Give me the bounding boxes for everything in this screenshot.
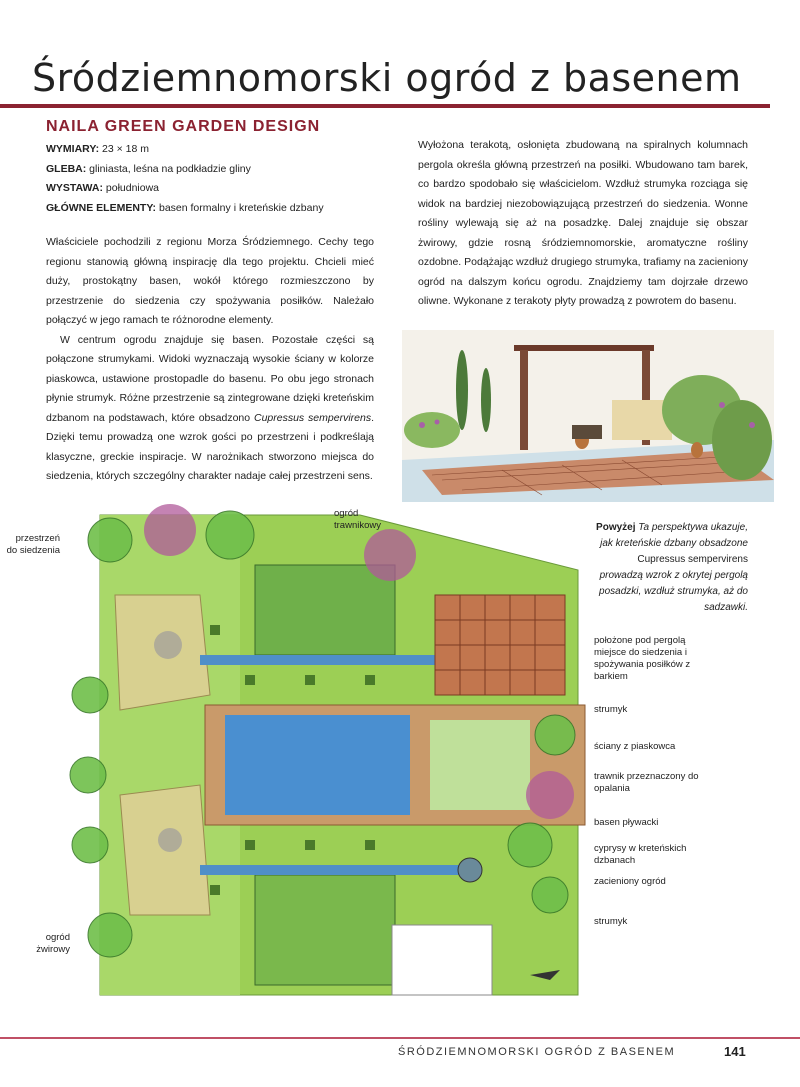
label-seating: przestrzeń do siedzenia (6, 533, 60, 556)
label-stream: strumyk (594, 704, 628, 715)
label-sunbathing-lawn: trawnik przeznaczony do opalania (594, 771, 699, 794)
label-pergola: położone pod pergolą miejsce do siedzenia i spożywania posiłków z barkiem (594, 635, 691, 682)
label-swimming-pool: basen pływacki (594, 817, 659, 828)
label-lawn-garden: ogród trawnikowy (334, 508, 381, 531)
label-cypress-pots: cyprysy w kreteńskich dzbanach (594, 843, 687, 866)
garden-facts (46, 140, 324, 218)
fact-dimensions: WYMIARY: 23 × 18 m (46, 143, 149, 155)
fact-main-elements: GŁÓWNE ELEMENTY: basen formalny i kreteńskie dzbany (46, 201, 324, 214)
paragraph: W centrum ogrodu znajduje się basen. Pozostałe części są połączone strumykami. Widoki wyznaczają wysokie ściany w kolorze piaskowca, ustawione prostopadle do basenu. Po obu jego stronach płynie strumyk. Różne przestrzenie są zintegrowane dzięki kreteńskim dzbanom na podstawach, które obsadzono Cupressus sempervirens. Dzięki temu prowadzą one wzrok gości po przestrzeni i podkreślają klasyczne, greckie inspiracje. W narożnikach stworzono miejsca do siedzenia, których szczególny charakter nadaje całej przestrzeni sens. (46, 333, 374, 482)
perspective-sketch (402, 330, 774, 502)
body-text-left (46, 233, 374, 487)
footer-title: ŚRÓDZIEMNOMORSKI OGRÓD Z BASENEM (398, 1046, 676, 1058)
footer-rule (0, 1037, 800, 1039)
garden-plan (60, 495, 590, 1005)
label-sandstone-walls: ściany z piaskowca (594, 741, 676, 752)
designer-name: NAILA GREEN GARDEN DESIGN (46, 118, 321, 135)
page-number: 141 (724, 1044, 746, 1059)
page-title: Śródziemnomorski ogród z basenem (32, 56, 742, 100)
paragraph: Właściciele pochodzili z regionu Morza Śródziemnego. Cechy tego regionu stanowią główną inspirację dla tego projektu. Chcieli mieć duży, prostokątny basen, wokół którego rozmieszczono by przestrzenie do siedzenia czy spożywania posiłków. Należało połączyć w jego ramach te różnorodne elementy. (46, 236, 374, 326)
fact-soil: GLEBA: gliniasta, leśna na podkładzie gliny (46, 162, 251, 175)
body-text-right: Wyłożona terakotą, osłonięta zbudowaną na spiralnych kolumnach pergola określa główną przestrzeń na posiłki. Wbudowano tam barek, co bardzo spodobało się właścicielom. Wzdłuż strumyka rozciąga się widok na bardziej niezobowiązującą przestrzeń do siedzenia. Wonne rośliny wylewają się aż na posadzkę. Dalej znajduje się obszar żwirowy, gdzie rosną śródziemnomorskie, aromatyczne rośliny ozdobne. Podążając wzdłuż drugiego strumyka, trafiamy na zacieniony ogród na dalszym końcu ogrodu. Znajdziemy tam dojrzałe drzewo oliwne. Wykonane z terakoty płyty prowadzą z powrotem do basenu. (418, 139, 748, 307)
fact-exposure: WYSTAWA: południowa (46, 182, 160, 194)
plant-name: Cupressus sempervirens (253, 411, 372, 424)
label-stream-2: strumyk (594, 916, 628, 927)
title-rule (0, 104, 770, 108)
label-shaded-garden: zacieniony ogród (594, 876, 666, 887)
sketch-caption: Powyżej Ta perspektywa ukazuje, jak kreteńskie dzbany obsadzone Cupressus sempervirens prowadzą wzrok z okrytej pergolą posadzki, wzdłuż strumyka, aż do sadzawki. (596, 522, 748, 613)
label-gravel-garden: ogród żwirowy (36, 932, 70, 955)
